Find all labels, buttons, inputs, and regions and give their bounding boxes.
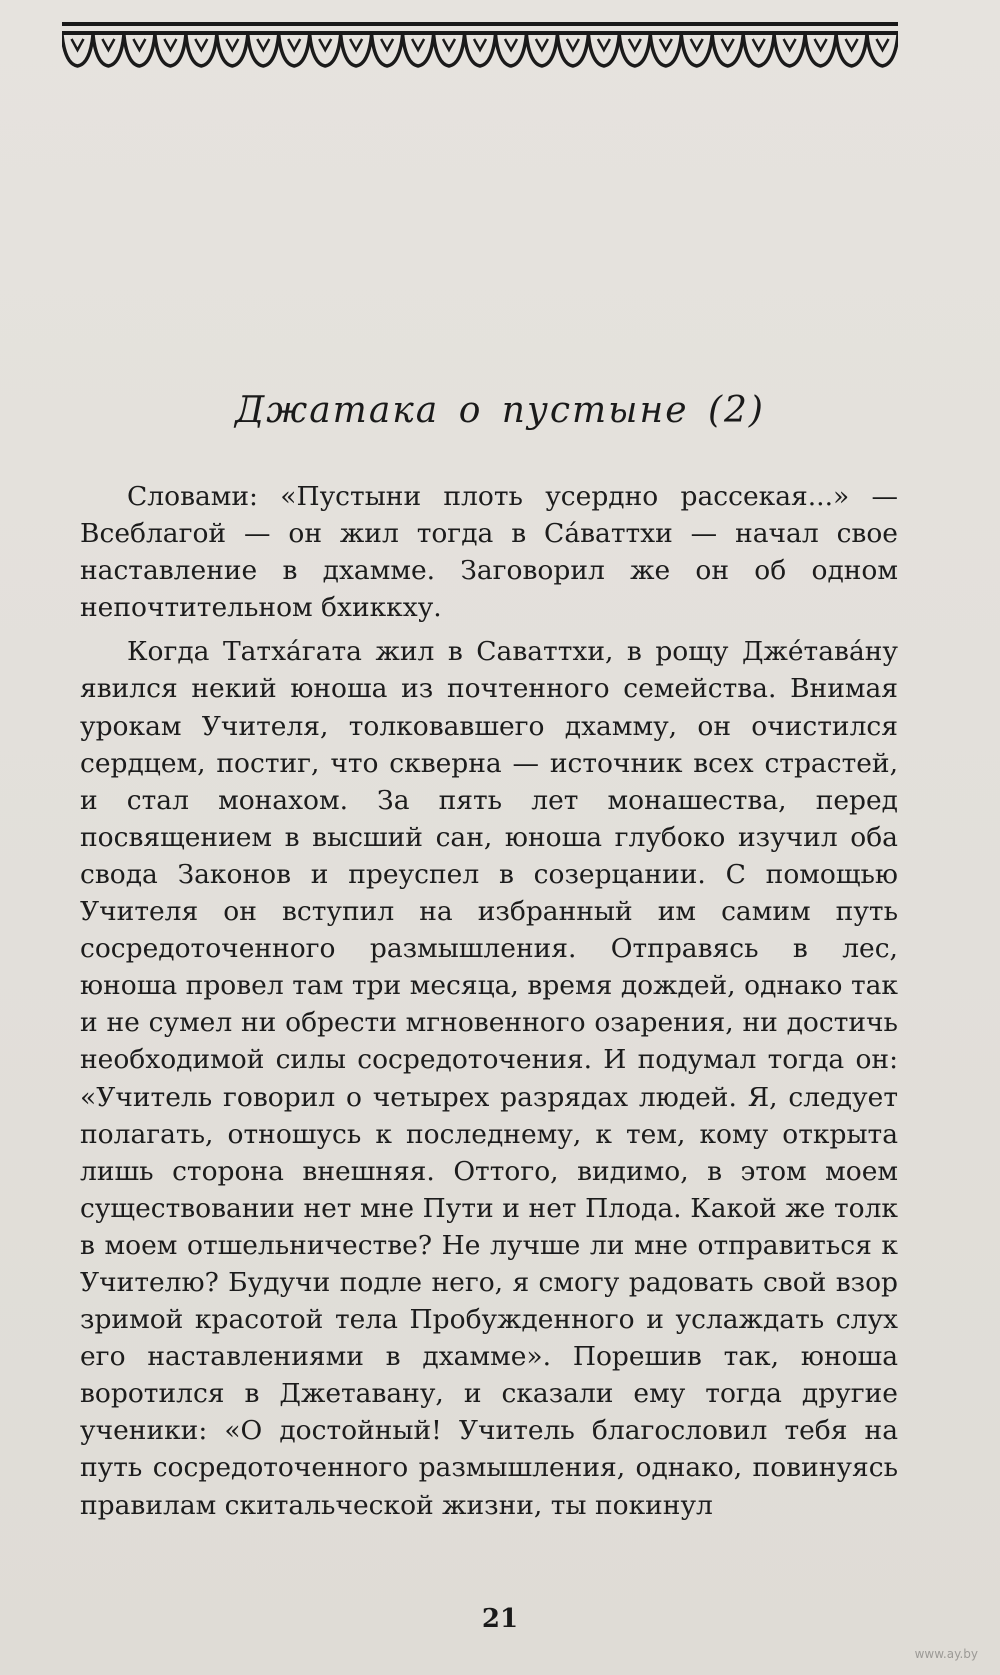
watermark: www.ay.by <box>914 1647 978 1661</box>
paragraph-2: Когда Татха́гата жил в Саваттхи, в рощу Дже́тава́ну явился некий юноша из почтенного семейства. Внимая урокам Учителя, толковавшего дхамму, он очистился сердцем, постиг, что скверна — источник всех страстей, и стал монахом. За пять лет монашества, перед посвящением в высший сан, юноша глубоко изучил оба свода Законов и преуспел в созерцании. С помощью Учителя он вступил на избранный им самим путь сосредоточенного размышления. Отправясь в лес, юноша провел там три месяца, время дождей, однако так и не сумел ни обрести мгновенного озарения, ни достичь необходимой силы сосредоточения. И подумал тогда он: «Учитель говорил о четырех разрядах людей. Я, следует полагать, отношусь к последнему, к тем, кому открыта лишь сторона внешняя. Оттого, видимо, в этом моем существовании нет мне Пути и нет Плода. Какой же толк в моем отшельничестве? Не лучше ли мне отправиться к Учителю? Будучи подле него, я смогу радовать свой взор зримой красотой тела Пробужденного и услаждать слух его наставлениями в дхамме». Порешив так, юноша воротился в Джетавану, и сказали ему тогда другие ученики: «О достойный! Учитель благословил тебя на путь сосредоточенного размышления, однако, повинуясь правилам скитальческой жизни, ты покинул <box>80 636 898 1521</box>
page-number: 21 <box>481 1604 519 1634</box>
body-text <box>80 478 898 1524</box>
paragraph-1: Словами: «Пустыни плоть усердно рассекая...» — Всеблагой — он жил тогда в Са́ваттхи — начал свое наставление в дхамме. Заговорил же он об одном непочтительном бхиккху. <box>80 481 898 624</box>
ornament-border-icon <box>62 18 898 80</box>
page-title: Джатака о пустыне (2) <box>235 390 765 431</box>
